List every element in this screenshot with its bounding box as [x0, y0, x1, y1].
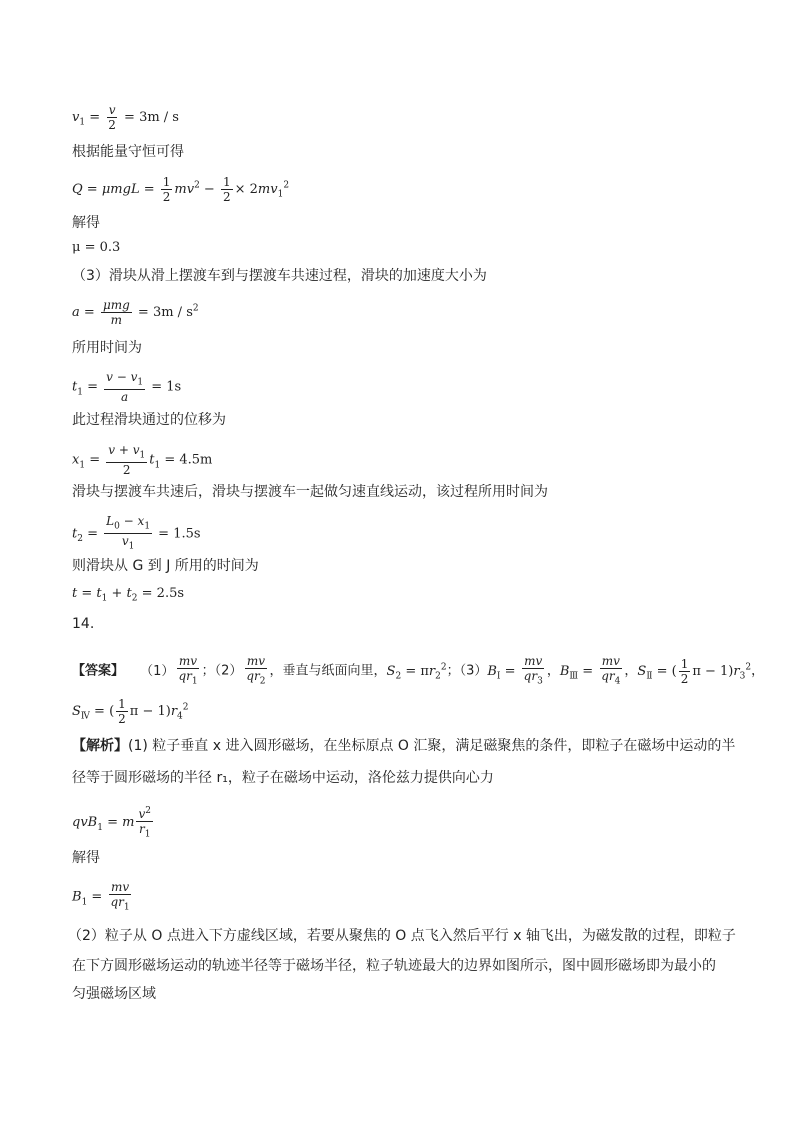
analysis-line-2: 径等于圆形磁场的半径 r₁，粒子在磁场中运动，洛伦兹力提供向心力: [72, 770, 494, 786]
part2-line-3: 匀强磁场区域: [72, 986, 156, 1002]
eq-energy: Q = μmgL = $\frac{1}{2}$ $mv^2$ − $\frac{1}{2}$ × $2mv_1^2$: [72, 175, 290, 204]
text-total-time-intro: 则滑块从 G 到 J 所用的时间为: [72, 558, 259, 574]
question-number: 14.: [72, 616, 95, 632]
answer-line: 【答案】 （1） $\frac{mv}{qr_1}$ ；（2） $\frac{mv}{qr_2}$ ，垂直与纸面向里，$S_2 = \pi r_2^2$；$(3)B_Ⅰ$ = $\frac{mv}{qr_3}$ ，$B_Ⅲ$ = $\frac{mv}{qr_4}$ ，$S_Ⅱ$ = ( $\frac{1}{2}$ $\pi - 1)r_3^2$，: [72, 654, 765, 687]
text-energy-conservation: 根据能量守恒可得: [72, 144, 184, 160]
eq-lorentz: qvB$_1$ = m $\frac{v^2}{r_1}$: [72, 806, 151, 840]
text-uniform-motion: 滑块与摆渡车共速后，滑块与摆渡车一起做匀速直线运动，该过程所用时间为: [72, 484, 548, 500]
text-displacement: 此过程滑块通过的位移为: [72, 412, 226, 428]
eq-t2: $t_2$ = $\frac{L_0 - x_1}{v_1}$ = 1.5s: [72, 514, 201, 552]
eq-total-time: $t = t_1 + t_2 = 2.5s$: [72, 586, 185, 604]
text-part3-intro: （3）滑块从滑上摆渡车到与摆渡车共速过程，滑块的加速度大小为: [72, 268, 487, 284]
part2-line-2: 在下方圆形磁场运动的轨迹半径等于磁场半径，粒子轨迹最大的边界如图所示，图中圆形磁场即为最小的: [72, 958, 716, 974]
eq-acceleration: a = $\frac{\text{μmg}}{m}$ = $3m / s^2$: [72, 298, 199, 327]
text-solve-2: 解得: [72, 850, 100, 866]
text-solve-1: 解得: [72, 215, 100, 231]
analysis-line-1: 【解析】(1) 粒子垂直 x 进入圆形磁场，在坐标原点 O 汇聚，满足磁聚焦的条件，即粒子在磁场中运动的半: [72, 738, 736, 754]
eq-b1: $B_1$ = $\frac{mv}{qr_1}$: [72, 880, 130, 913]
answer-mid-text: ，垂直与纸面向里，: [269, 663, 387, 679]
analysis-label: 【解析】: [72, 738, 128, 754]
eq-v1: $v_1$ = $\frac{v}{2}$ = 3m / s: [72, 103, 179, 132]
text-time-used: 所用时间为: [72, 340, 142, 356]
eq-x1: $x_1$ = $\frac{v + v_1}{2}$ $t_1 = 4.5m$: [72, 443, 213, 478]
eq-s4: $S_Ⅳ$ = ( $\frac{1}{2}$ $\pi - 1)r_4^2$: [72, 697, 189, 726]
eq-mu: μ = 0.3: [72, 240, 121, 255]
part2-line-1: （2）粒子从 O 点进入下方虚线区域，若要从聚焦的 O 点飞入然后平行 x 轴飞出，为磁发散的过程，即粒子: [68, 928, 736, 944]
answer-label: 【答案】: [72, 663, 125, 679]
eq-t1: $t_1$ = $\frac{v - v_1}{a}$ = 1s: [72, 370, 182, 405]
